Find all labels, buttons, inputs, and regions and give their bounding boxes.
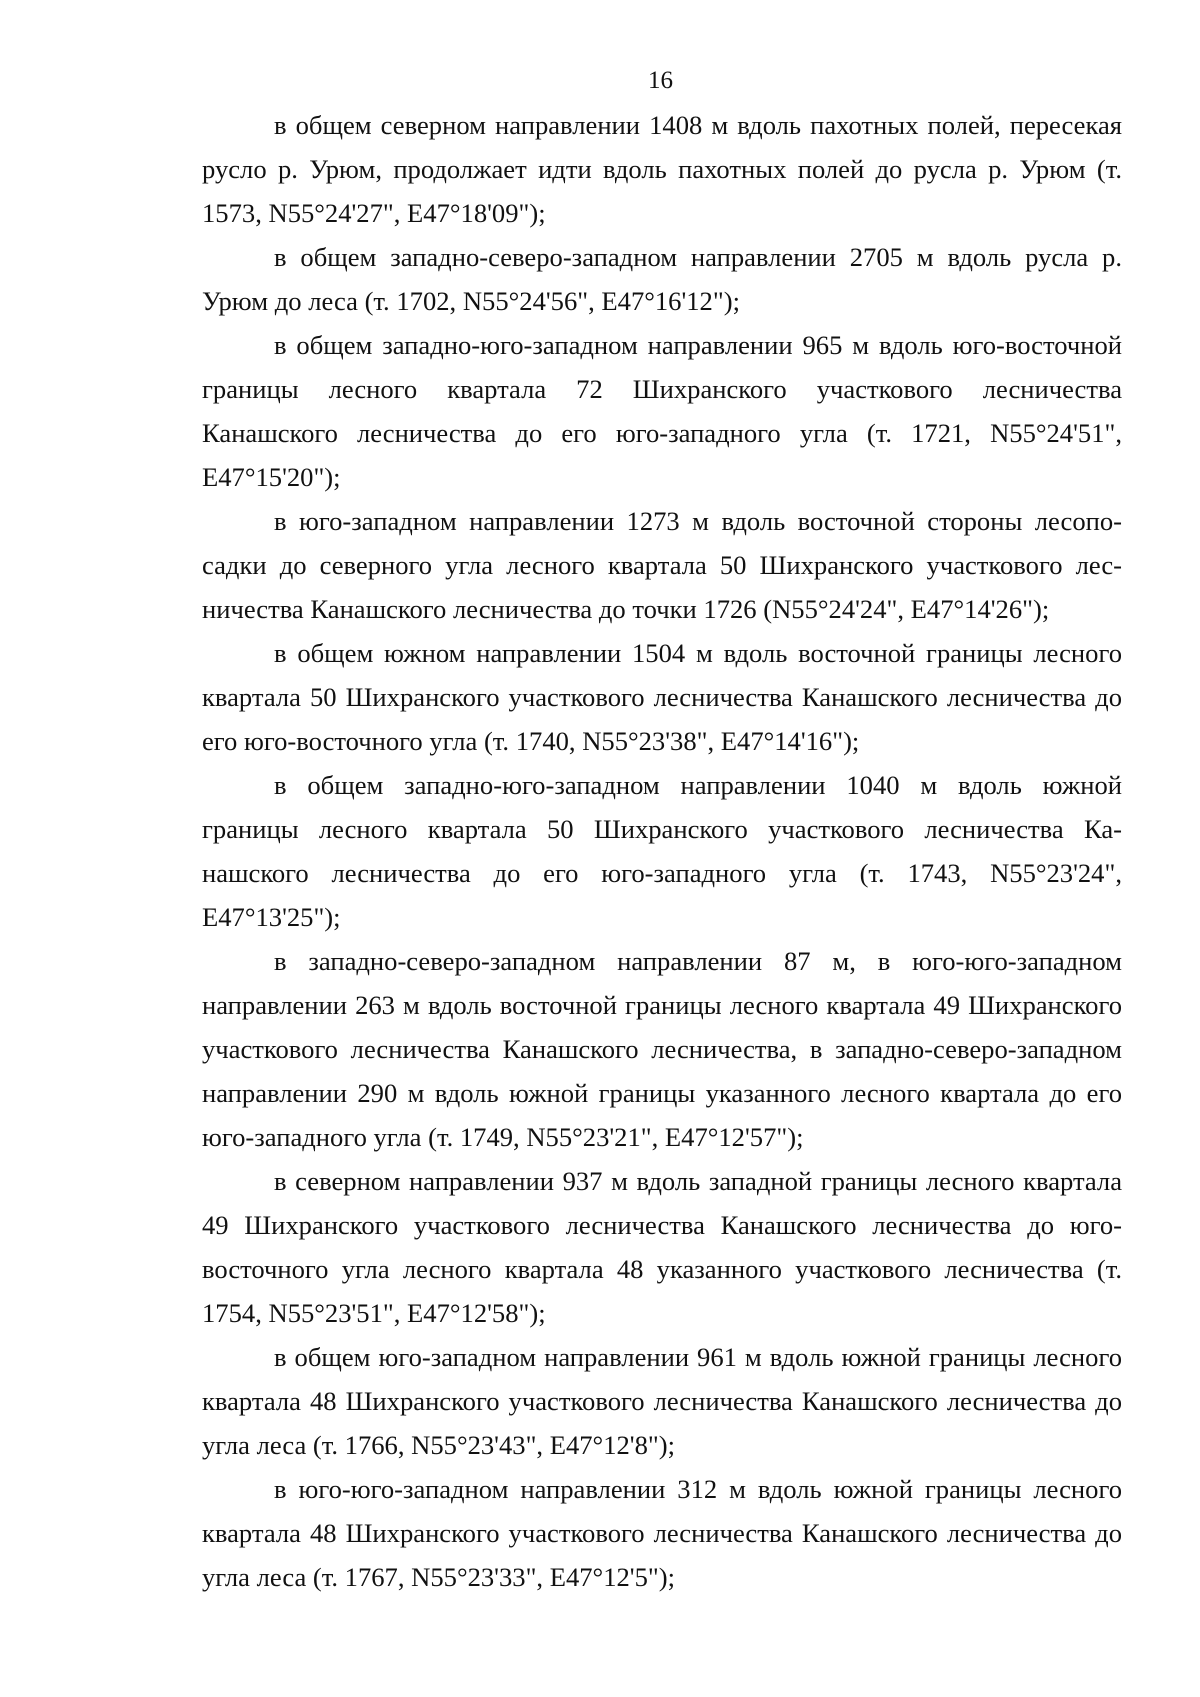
- paragraph: в западно-северо-западном направлении 87 м, в юго-юго-западном направлении 263 м вдоль восточной границы лесного квартала 49 Шихранского участкового лесничества Канашского лесничества, в западно-северо-западном направлении 290 м вдоль южной границы указанного лесного квартала до его юго-западного угла (т. 1749, N55°23'21", E47°12'57");: [202, 946, 1122, 1152]
- paragraph: в северном направлении 937 м вдоль западной границы лесного квартала 49 Шихранского участкового лесничества Канашского лесничества до юго-восточного угла лесного квартала 48 указанного участкового лесничества (т. 1754, N55°23'51", E47°12'58");: [202, 1166, 1122, 1328]
- paragraph: в общем западно-юго-западном направлении 1040 м вдоль южной границы лесного квартала 50 Шихранского участкового лесничества Канашского лесничества до его юго-западного угла (т. 1743, N55°23'24", E47°13'25");: [202, 770, 1122, 932]
- document-body: [202, 103, 1122, 1599]
- paragraph: в юго-западном направлении 1273 м вдоль восточной стороны лесопосадки до северного угла лесного квартала 50 Шихранского участкового лесничества Канашского лесничества до точки 1726 (N55°24'24", E47°14'26");: [202, 506, 1122, 624]
- paragraph: в общем северном направлении 1408 м вдоль пахотных полей, пересекая русло р. Урюм, продолжает идти вдоль пахотных полей до русла р. Урюм (т. 1573, N55°24'27", E47°18'09");: [202, 110, 1122, 228]
- page-number: 16: [648, 67, 673, 94]
- paragraph: в юго-юго-западном направлении 312 м вдоль южной границы лесного квартала 48 Шихранского участкового лесничества Канашского лесничества до угла леса (т. 1767, N55°23'33", E47°12'5");: [202, 1474, 1122, 1592]
- paragraph: в общем юго-западном направлении 961 м вдоль южной границы лесного квартала 48 Шихранского участкового лесничества Канашского лесничества до угла леса (т. 1766, N55°23'43", E47°12'8");: [202, 1342, 1122, 1460]
- paragraph: в общем западно-юго-западном направлении 965 м вдоль юго-восточной границы лесного квартала 72 Шихранского участкового лесничества Канашского лесничества до его юго-западного угла (т. 1721, N55°24'51", E47°15'20");: [202, 330, 1122, 492]
- paragraph: в общем южном направлении 1504 м вдоль восточной границы лесного квартала 50 Шихранского участкового лесничества Канашского лесничества до его юго-восточного угла (т. 1740, N55°23'38", E47°14'16");: [202, 638, 1122, 756]
- paragraph: в общем западно-северо-западном направлении 2705 м вдоль русла р. Урюм до леса (т. 1702, N55°24'56", E47°16'12");: [202, 242, 1122, 316]
